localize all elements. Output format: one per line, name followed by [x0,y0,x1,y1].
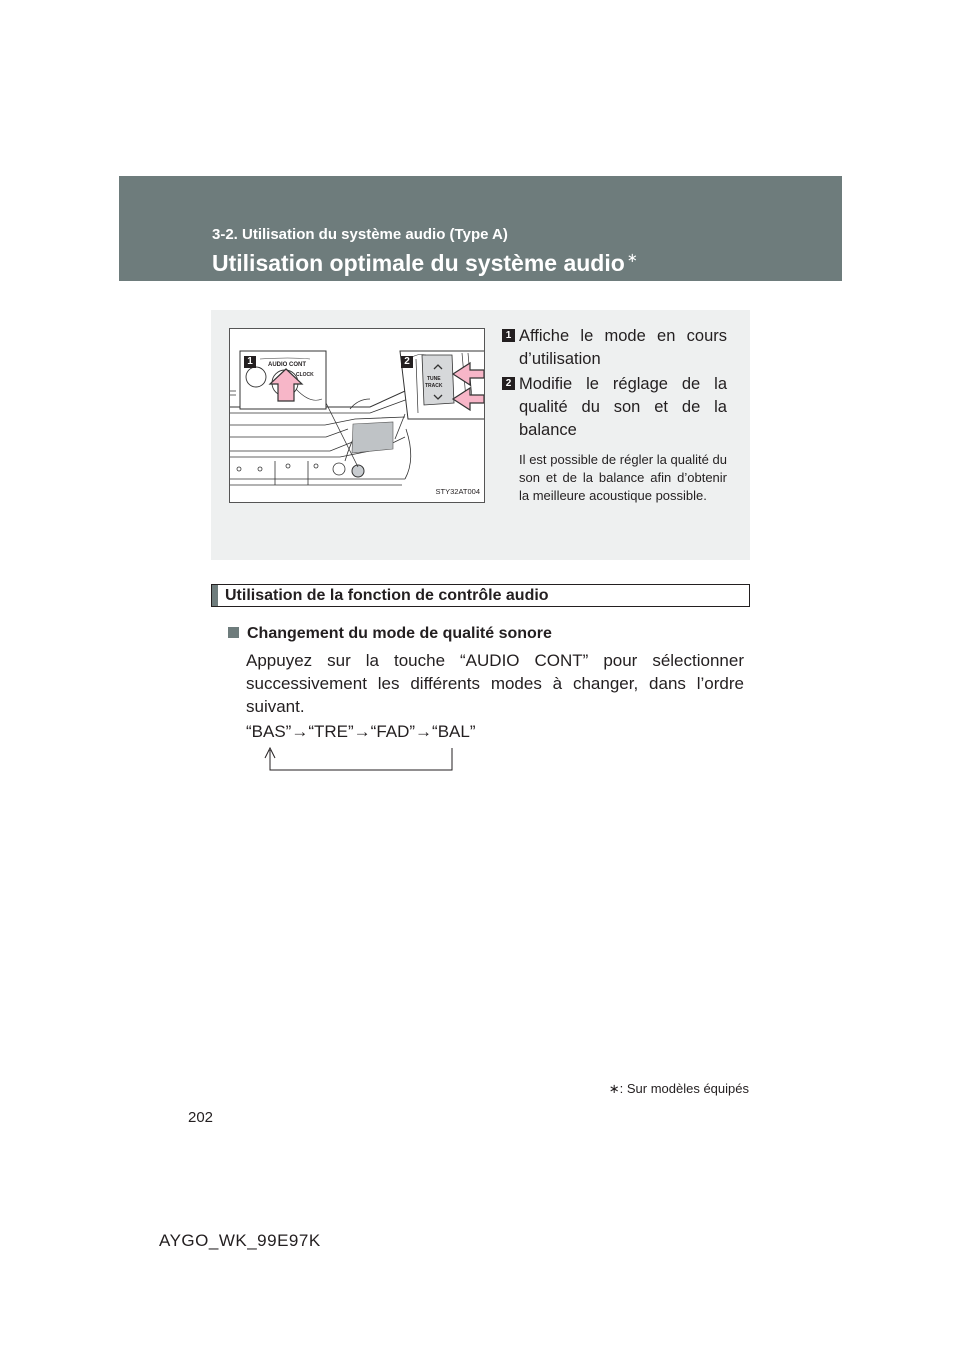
callout-note: Il est possible de régler la qualité du son et de la balance afin d’obtenir la meilleure acoustique possible. [519,452,727,503]
page-title-text: Utilisation optimale du système audio [212,250,625,276]
illustration-callout-2: 2 [404,356,410,367]
page-number: 202 [188,1109,214,1126]
illustration-callout-1: 1 [247,356,253,367]
audio-panel-illustration [229,328,485,503]
page-title [212,250,638,277]
section-label: 3-2. Utilisation du système audio (Type A) [212,226,508,243]
footnote: ∗: Sur modèles équipés [608,1081,749,1096]
clock-button-label: CLOCK [296,372,314,378]
mode-sequence: “BAS”→“TRE”→“FAD”→“BAL” [246,722,476,741]
subsection-title: Utilisation de la fonction de contrôle audio [225,587,549,604]
mode-heading-text: Changement du mode de qualité sonore [247,625,552,642]
asterisk-mark: ∗ [626,250,638,266]
track-button-label: TRACK [425,383,443,389]
document-code: AYGO_WK_99E97K [159,1231,321,1250]
subsection-title-bar [211,584,750,607]
audio-cont-button-label: AUDIO CONT [268,362,306,368]
callout-2-number: 2 [502,377,515,390]
body-paragraph: Appuyez sur la touche “AUDIO CONT” pour sélectionner successivement les différents modes à changer, dans l’ordre suivant. [246,651,744,716]
callout-1 [502,325,727,371]
callout-2 [502,373,727,442]
callout-1-number: 1 [502,329,515,342]
callout-2-text: Modifie le réglage de la qualité du son et de la balance [519,375,727,439]
image-code: STY32AT004 [435,487,480,496]
audio-panel-drawing [230,329,485,503]
square-bullet-icon [228,627,239,638]
tune-button-label: TUNE [427,376,441,382]
loop-back-arrow-icon [262,746,462,776]
callout-1-text: Affiche le mode en cours d’utilisation [519,327,727,368]
subsection-accent [212,585,218,606]
mode-heading [228,625,552,643]
